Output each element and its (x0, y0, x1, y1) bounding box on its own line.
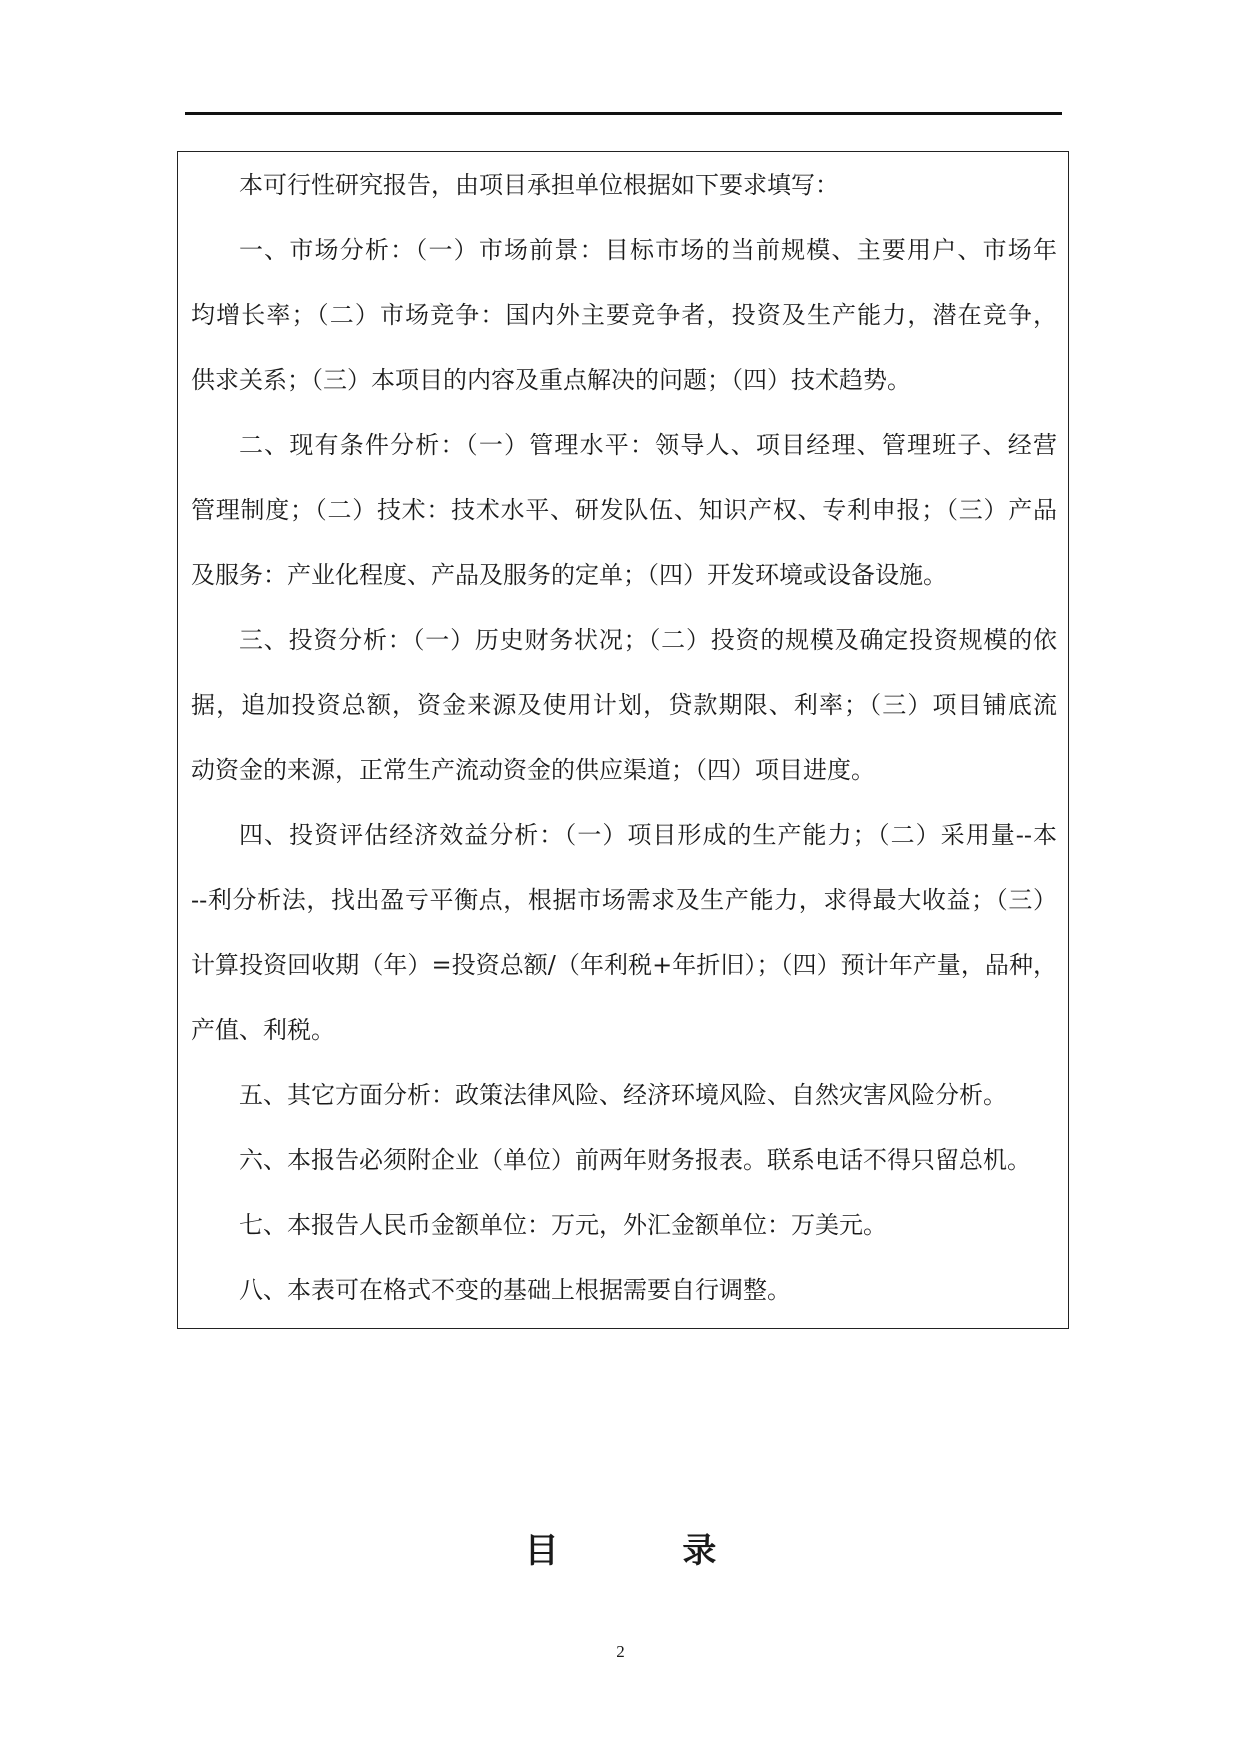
instructions-line: 一、市场分析：（一）市场前景：目标市场的当前规模、主要用户、市场年 (239, 236, 1057, 264)
instructions-line: 六、本报告必须附企业（单位）前两年财务报表。联系电话不得只留总机。 (239, 1146, 1031, 1174)
instructions-line: 二、现有条件分析：（一）管理水平：领导人、项目经理、管理班子、经营 (239, 431, 1057, 459)
instructions-intro: 本可行性研究报告，由项目承担单位根据如下要求填写： (239, 171, 839, 199)
instructions-line: 动资金的来源，正常生产流动资金的供应渠道；（四）项目进度。 (191, 756, 875, 784)
instructions-line: 产值、利税。 (191, 1016, 335, 1044)
instructions-line: 八、本表可在格式不变的基础上根据需要自行调整。 (239, 1276, 791, 1304)
toc-title: 目 录 (524, 1531, 773, 1571)
instructions-line: --利分析法，找出盈亏平衡点，根据市场需求及生产能力，求得最大收益；（三） (191, 886, 1057, 914)
instructions-line: 据，追加投资总额，资金来源及使用计划，贷款期限、利率；（三）项目铺底流 (191, 691, 1057, 719)
instructions-line: 三、投资分析：（一）历史财务状况；（二）投资的规模及确定投资规模的依 (239, 626, 1057, 654)
instructions-line: 五、其它方面分析：政策法律风险、经济环境风险、自然灾害风险分析。 (239, 1081, 1007, 1109)
instructions-line: 均增长率；（二）市场竞争：国内外主要竞争者，投资及生产能力，潜在竞争， (191, 301, 1057, 329)
instructions-line: 及服务：产业化程度、产品及服务的定单；（四）开发环境或设备设施。 (191, 561, 947, 589)
instructions-line: 四、投资评估经济效益分析：（一）项目形成的生产能力；（二）采用量--本 (239, 821, 1057, 849)
instructions-line: 管理制度；（二）技术：技术水平、研发队伍、知识产权、专利申报；（三）产品 (191, 496, 1057, 524)
instructions-line: 计算投资回收期（年）=投资总额/（年利税+年折旧）；（四）预计年产量，品种， (191, 951, 1057, 979)
instructions-box (177, 151, 1069, 1329)
page-number: 2 (616, 1642, 625, 1661)
header-rule (185, 112, 1062, 115)
instructions-line: 七、本报告人民币金额单位：万元，外汇金额单位：万美元。 (239, 1211, 887, 1239)
instructions-line: 供求关系；（三）本项目的内容及重点解决的问题；（四）技术趋势。 (191, 366, 911, 394)
